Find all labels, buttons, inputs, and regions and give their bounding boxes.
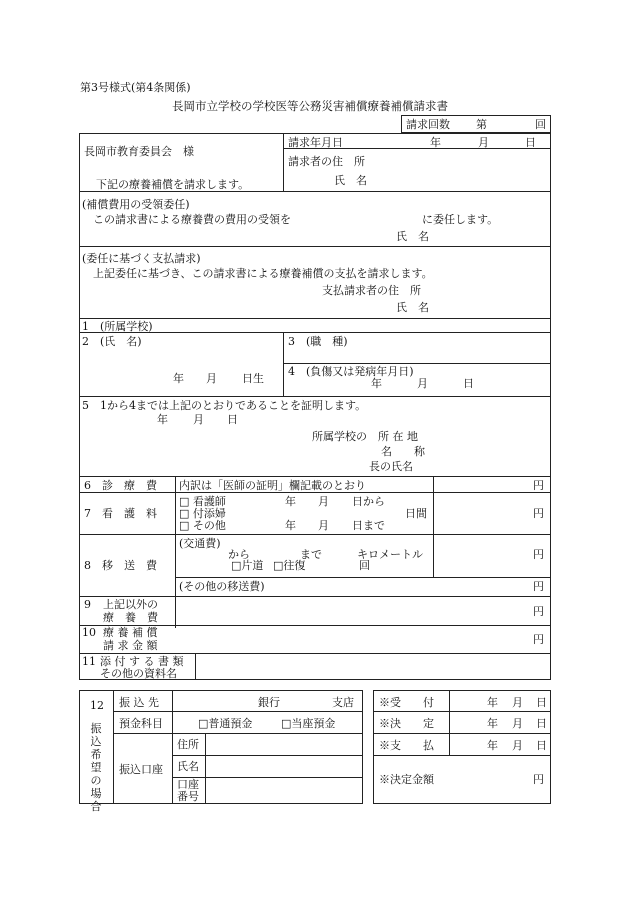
- form-title: 長岡市立学校の学校医等公務災害補償療養補償請求書: [172, 99, 448, 113]
- birth-suffix: 日生: [242, 372, 264, 385]
- paid-tsuki: 月: [512, 739, 523, 752]
- cert-date-tsuki: 月: [193, 413, 204, 426]
- request-text: 下記の療養補償を請求します。: [96, 178, 250, 191]
- nursing-option-other[interactable]: [179, 520, 226, 531]
- request-date-hi: 日: [525, 136, 536, 149]
- bank-vertical-label: 振込希望の場合: [90, 722, 102, 813]
- bank-address-label: 住所: [177, 738, 199, 751]
- claimant-name-label: 氏 名: [334, 174, 367, 187]
- nursing-option-attendant[interactable]: [179, 508, 226, 519]
- attachments-no: 11: [82, 655, 96, 668]
- other-expenses-line2: 療 養 費: [103, 611, 158, 624]
- decided-amount-yen: 円: [533, 773, 544, 786]
- other-checkbox[interactable]: □: [179, 519, 190, 532]
- nursing-from-hi: 日から: [352, 495, 385, 508]
- transit-heading: (交通費): [179, 537, 221, 550]
- total-line1: 療 養 補 償: [103, 626, 158, 639]
- injury-nen: 年: [371, 377, 382, 390]
- job-label: 3 (職 種): [288, 335, 348, 348]
- medical-detail: 内訳は「医師の証明」欄記載のとおり: [179, 479, 366, 492]
- attachments-line1: 添 付 す る 書 類: [100, 655, 184, 668]
- birth-tsuki: 月: [206, 372, 217, 385]
- request-date-nen: 年: [430, 136, 441, 149]
- school-address-label: 所属学校の 所 在 地: [312, 430, 418, 443]
- decided-amount-label: ※決定金額: [379, 773, 434, 786]
- transport-label: 移 送 費: [102, 559, 157, 572]
- paid-label: ※支 払: [379, 739, 434, 752]
- branch-suffix: 支店: [332, 696, 354, 709]
- injury-hi: 日: [463, 377, 474, 390]
- ordinary-checkbox[interactable]: □普通預金: [198, 717, 253, 730]
- one-way-checkbox[interactable]: □片道: [231, 559, 264, 572]
- total-no: 10: [82, 626, 96, 639]
- cert-date-hi: 日: [227, 413, 238, 426]
- other-expenses-line1: 上記以外の: [103, 598, 158, 611]
- claim-count-kai: 回: [535, 118, 546, 131]
- account-label: 振込口座: [119, 763, 163, 776]
- nursing-option-nurse[interactable]: [179, 496, 226, 507]
- attachments-line2: その他の資料名: [100, 667, 177, 680]
- paid-nen: 年: [487, 739, 498, 752]
- decided-nen: 年: [487, 717, 498, 730]
- current-checkbox[interactable]: □当座預金: [281, 717, 336, 730]
- decided-label: ※決 定: [379, 717, 434, 730]
- other-expenses-yen: 円: [533, 605, 544, 618]
- received-label: ※受 付: [379, 696, 434, 709]
- transit-from: から: [228, 548, 250, 561]
- transit-times: 回: [359, 559, 370, 572]
- payment-address-label: 支払請求者の住 所: [322, 284, 421, 297]
- school-label: 1 (所属学校): [82, 320, 153, 333]
- total-line2: 請 求 金 額: [103, 639, 158, 652]
- decided-hi: 日: [536, 717, 547, 730]
- cert-date-nen: 年: [157, 413, 168, 426]
- nursing-to-hi: 日まで: [352, 519, 385, 532]
- decided-tsuki: 月: [512, 717, 523, 730]
- payment-request-heading: (委任に基づく支払請求): [82, 252, 201, 265]
- delegation-text: この請求書による療養費の費用の受領を: [93, 213, 291, 226]
- round-trip-checkbox[interactable]: □往復: [273, 559, 306, 572]
- nursing-days: 日間: [405, 507, 427, 520]
- received-nen: 年: [487, 696, 498, 709]
- nursing-to-tsuki: 月: [318, 519, 329, 532]
- transit-to: まで: [300, 548, 322, 561]
- payment-request-text: 上記委任に基づき、この請求書による療養補償の支払を請求します。: [93, 267, 433, 280]
- bank-suffix: 銀行: [258, 696, 280, 709]
- claim-count-label: 請求回数: [406, 118, 450, 131]
- received-tsuki: 月: [512, 696, 523, 709]
- nursing-to-nen: 年: [285, 519, 296, 532]
- nursing-from-nen: 年: [285, 495, 296, 508]
- other-label: その他: [192, 519, 226, 532]
- request-date-tsuki: 月: [478, 136, 489, 149]
- delegation-heading: (補償費用の受領委任): [82, 198, 190, 211]
- transport-no: 8: [84, 559, 91, 572]
- payment-name-label: 氏 名: [396, 301, 429, 314]
- name-label: 2 (氏 名): [82, 335, 142, 348]
- addressee: 長岡市教育委員会 様: [84, 145, 194, 158]
- injury-label: 4 (負傷又は発病年月日): [288, 365, 414, 378]
- nursing-yen: 円: [533, 507, 544, 520]
- medical-yen: 円: [533, 479, 544, 492]
- certification-text: 5 1から4までは上記のとおりであることを証明します。: [82, 399, 367, 412]
- nurse-checkbox[interactable]: □: [179, 495, 190, 508]
- medical-no: 6: [84, 479, 91, 492]
- nurse-label: 看護師: [192, 495, 226, 508]
- birth-nen: 年: [173, 372, 184, 385]
- acct-no-line2: 番号: [177, 790, 199, 803]
- acct-no-line1: 口座: [177, 778, 199, 791]
- bank-name-label: 氏名: [177, 760, 199, 773]
- claimant-address-label: 請求者の住 所: [288, 155, 365, 168]
- nursing-no: 7: [84, 507, 91, 520]
- transit-yen: 円: [533, 548, 544, 561]
- account-type-label: 預金科目: [119, 717, 163, 730]
- transit-km: キロメートル: [357, 548, 423, 561]
- claim-count-dai: 第: [476, 118, 487, 131]
- request-date-label: 請求年月日: [288, 136, 343, 149]
- attendant-checkbox[interactable]: □: [179, 507, 190, 520]
- bank-section-no: 12: [90, 699, 104, 712]
- medical-label: 診 療 費: [102, 479, 157, 492]
- injury-tsuki: 月: [417, 377, 428, 390]
- received-hi: 日: [536, 696, 547, 709]
- other-expenses-no: 9: [84, 598, 91, 611]
- delegation-name-label: 氏 名: [396, 230, 429, 243]
- nursing-label: 看 護 料: [102, 507, 157, 520]
- attendant-label: 付添婦: [192, 507, 226, 520]
- paid-hi: 日: [536, 739, 547, 752]
- delegation-text-end: に委任します。: [422, 213, 499, 226]
- nursing-from-tsuki: 月: [318, 495, 329, 508]
- principal-name-label: 長の氏名: [369, 460, 413, 473]
- total-yen: 円: [533, 633, 544, 646]
- transfer-dest-label: 振 込 先: [119, 696, 159, 709]
- school-name-label: 名 称: [381, 445, 425, 458]
- other-transport-yen: 円: [533, 580, 544, 593]
- other-transport-heading: (その他の移送費): [179, 580, 265, 593]
- form-number: 第3号様式(第4条関係): [80, 81, 191, 94]
